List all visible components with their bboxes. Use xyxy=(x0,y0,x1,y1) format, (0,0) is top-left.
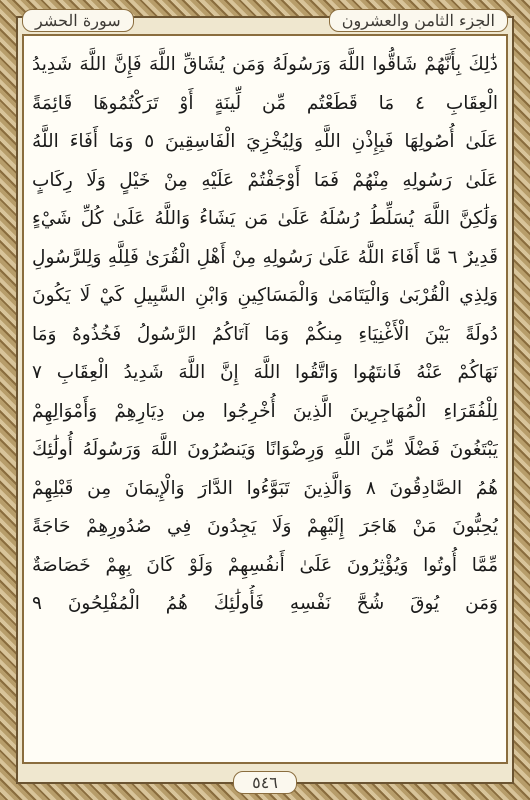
juz-title: الجزء الثامن والعشرون xyxy=(329,9,508,32)
text-lines xyxy=(32,46,498,624)
text-line: وَلِذِي الْقُرْبَىٰ وَالْيَتَامَىٰ وَالْمَسَاكِينِ وَابْنِ السَّبِيلِ كَيْ لَا يَكُونَ xyxy=(32,285,498,306)
page-number: ٥٤٦ xyxy=(233,771,297,794)
text-line: الْعِقَابِ ٤ مَا قَطَعْتُم مِّن لِّينَةٍ أَوْ تَرَكْتُمُوهَا قَائِمَةً xyxy=(32,92,498,114)
text-line: هُمُ الصَّادِقُونَ ٨ وَالَّذِينَ تَبَوَّءُوا الدَّارَ وَالْإِيمَانَ مِن قَبْلِهِمْ xyxy=(32,477,498,499)
text-line: ذَٰلِكَ بِأَنَّهُمْ شَاقُّوا اللَّهَ وَرَسُولَهُ وَمَن يُشَاقِّ اللَّهَ فَإِنَّ اللَّهَ شَدِيدُ xyxy=(32,54,498,75)
mushaf-page xyxy=(22,34,508,764)
page-header xyxy=(22,6,508,34)
text-line: قَدِيرٌ ٦ مَّا أَفَاءَ اللَّهُ عَلَىٰ رَسُولِهِ مِنْ أَهْلِ الْقُرَىٰ فَلِلَّهِ وَلِلرَّسُولِ xyxy=(32,246,498,268)
text-line: يَبْتَغُونَ فَضْلًا مِّنَ اللَّهِ وَرِضْوَانًا وَيَنصُرُونَ اللَّهَ وَرَسُولَهُ أُولَٰئِكَ xyxy=(32,439,498,460)
text-line: عَلَىٰ رَسُولِهِ مِنْهُمْ فَمَا أَوْجَفْتُمْ عَلَيْهِ مِنْ خَيْلٍ وَلَا رِكَابٍ xyxy=(32,169,498,191)
text-line: لِلْفُقَرَاءِ الْمُهَاجِرِينَ الَّذِينَ أُخْرِجُوا مِن دِيَارِهِمْ وَأَمْوَالِهِمْ xyxy=(32,400,498,422)
surah-title: سورة الحشر xyxy=(22,9,134,32)
text-line: دُولَةً بَيْنَ الْأَغْنِيَاءِ مِنكُمْ وَمَا آتَاكُمُ الرَّسُولُ فَخُذُوهُ وَمَا xyxy=(32,323,498,345)
text-line: يُحِبُّونَ مَنْ هَاجَرَ إِلَيْهِمْ وَلَا يَجِدُونَ فِي صُدُورِهِمْ حَاجَةً xyxy=(32,516,498,537)
page-footer xyxy=(0,771,530,794)
text-line: وَلَٰكِنَّ اللَّهَ يُسَلِّطُ رُسُلَهُ عَلَىٰ مَن يَشَاءُ وَاللَّهُ عَلَىٰ كُلِّ شَيْءٍ xyxy=(32,208,498,229)
text-line: نَهَاكُمْ عَنْهُ فَانتَهُوا وَاتَّقُوا اللَّهَ إِنَّ اللَّهَ شَدِيدُ الْعِقَابِ ٧ xyxy=(32,362,498,383)
text-line: عَلَىٰ أُصُولِهَا فَبِإِذْنِ اللَّهِ وَلِيُخْزِيَ الْفَاسِقِينَ ٥ وَمَا أَفَاءَ اللَّهُ xyxy=(32,131,498,152)
text-line: وَمَن يُوقَ شُحَّ نَفْسِهِ فَأُولَٰئِكَ هُمُ الْمُفْلِحُونَ ٩ xyxy=(32,593,498,614)
text-line: مِّمَّا أُوتُوا وَيُؤْثِرُونَ عَلَىٰ أَنفُسِهِمْ وَلَوْ كَانَ بِهِمْ خَصَاصَةٌ xyxy=(32,554,498,576)
